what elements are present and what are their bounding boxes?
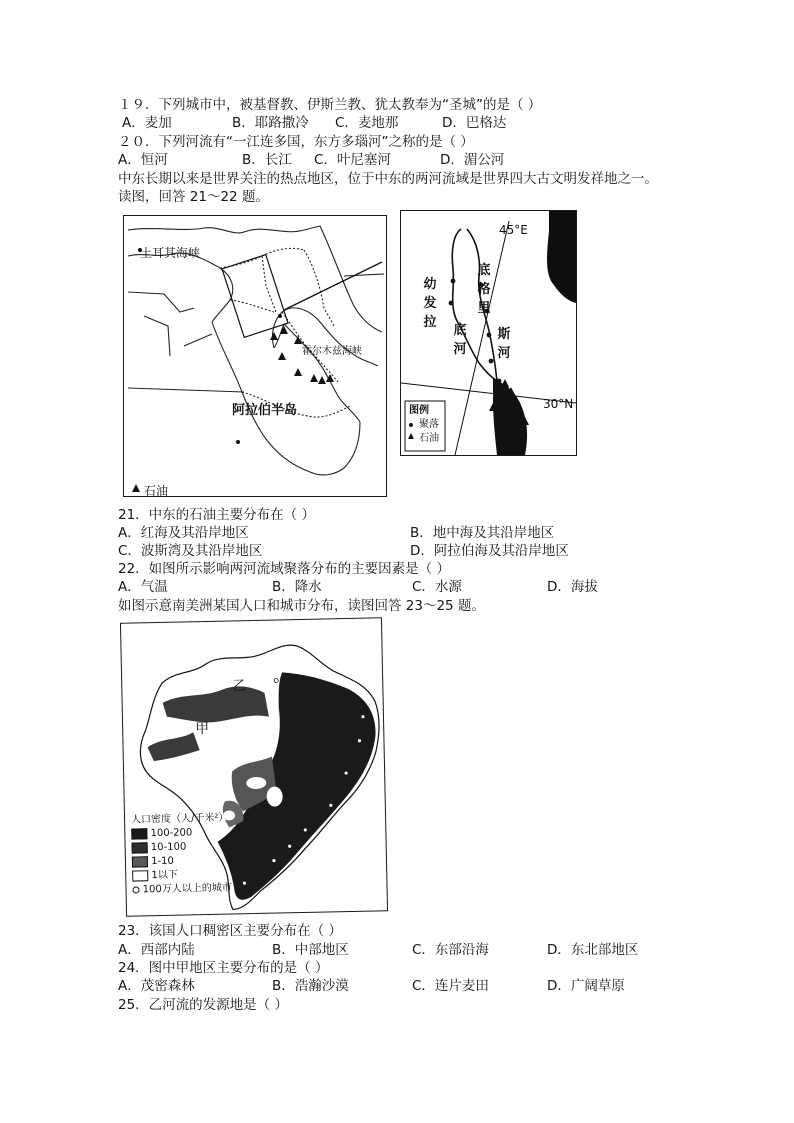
q22-option-d: D．海拔 xyxy=(547,579,598,595)
legend-swatch-1 xyxy=(131,828,147,839)
q24-option-a: A．茂密森林 xyxy=(118,978,195,994)
euphrates-char-2: 发 xyxy=(423,296,437,311)
q25-stem: 25．乙河流的发源地是（ ） xyxy=(118,997,288,1013)
legend-swatch-2 xyxy=(132,842,148,853)
q22-option-a: A．气温 xyxy=(118,579,168,595)
q19-option-d: D．巴格达 xyxy=(442,115,507,131)
intro-21-22-line1: 中东长期以来是世界关注的热点地区，位于中东的两河流域是世界四大古文明发祥地之一。 xyxy=(118,171,658,187)
intro-21-22-line2: 读图，回答 21～22 题。 xyxy=(118,189,269,205)
q21-option-d: D．阿拉伯海及其沿岸地区 xyxy=(410,543,569,559)
tigris-char-5: 河 xyxy=(497,346,511,361)
label-30n: 30°N xyxy=(543,397,574,411)
legend-city-symbol xyxy=(132,886,139,893)
euphrates-char-3: 拉 xyxy=(423,315,437,330)
legend-title: 图例 xyxy=(409,405,429,416)
legend-swatch-4 xyxy=(132,870,148,881)
euphrates-char-4: 底 xyxy=(453,323,467,338)
q23-stem: 23．该国人口稠密区主要分布在（ ） xyxy=(118,923,342,939)
legend-oil-label: 石油 xyxy=(144,484,169,497)
legend-item-3-label: 1-10 xyxy=(151,855,174,868)
legend-settlement: 聚落 xyxy=(419,419,439,430)
label-jia: 甲 xyxy=(195,720,210,738)
tigris-char-4: 斯 xyxy=(497,327,511,342)
legend-density-title: 人口密度（人/千米²） xyxy=(130,812,229,826)
legend-swatch-3 xyxy=(132,856,148,867)
q20-option-b: B．长江 xyxy=(242,152,292,168)
q19-option-b: B．耶路撒冷 xyxy=(232,115,309,131)
legend-item-1-label: 100-200 xyxy=(150,827,193,840)
tigris-char-2: 格 xyxy=(477,282,491,297)
q20-stem: ２０．下列河流有“一江连多国，东方多瑙河”之称的是（ ） xyxy=(118,134,474,150)
legend-item-5-label: 100万人以上的城市 xyxy=(142,882,232,896)
q21-option-c: C．波斯湾及其沿岸地区 xyxy=(118,543,263,559)
two-rivers-map xyxy=(400,210,577,456)
label-hormuz-strait: 霍尔木兹海峡 xyxy=(302,346,362,357)
legend-item-5 xyxy=(132,881,232,897)
label-tigris-river xyxy=(477,261,491,318)
euphrates-char-1: 幼 xyxy=(423,277,437,292)
q20-option-a: A．恒河 xyxy=(118,152,168,168)
q22-stem: 22．如图所示影响两河流域聚落分布的主要因素是（ ） xyxy=(118,561,450,577)
brazil-map xyxy=(120,617,388,916)
q19-option-a: A．麦加 xyxy=(122,115,172,131)
label-euphrates-river-lower xyxy=(453,321,467,359)
legend-item-4-label: 1以下 xyxy=(151,869,178,882)
legend-item-2-label: 10-100 xyxy=(150,841,187,854)
legend-oil: 石油 xyxy=(419,433,439,444)
q20-option-d: D．湄公河 xyxy=(440,152,505,168)
label-arabian-peninsula: 阿拉伯半岛 xyxy=(232,403,298,418)
label-turkish-strait: 土耳其海峡 xyxy=(140,246,201,260)
label-tigris-river-lower xyxy=(497,325,511,363)
q21-stem: 21．中东的石油主要分布在（ ） xyxy=(118,507,315,523)
middle-east-map xyxy=(123,215,387,497)
q23-option-a: A．西部内陆 xyxy=(118,942,195,958)
q19-stem: １９．下列城市中，被基督教、伊斯兰教、犹太教奉为“圣城”的是（ ） xyxy=(118,97,542,113)
tigris-char-3: 里 xyxy=(477,301,491,316)
intro-23-25: 如图示意南美洲某国人口和城市分布，读图回答 23～25 题。 xyxy=(118,598,485,614)
q23-option-b: B．中部地区 xyxy=(272,942,349,958)
label-45e: 45°E xyxy=(499,223,528,237)
q24-option-c: C．连片麦田 xyxy=(412,978,489,994)
q21-option-a: A．红海及其沿岸地区 xyxy=(118,525,249,541)
q23-option-c: C．东部沿海 xyxy=(412,942,489,958)
q23-option-d: D．东北部地区 xyxy=(547,942,639,958)
q24-option-b: B．浩瀚沙漠 xyxy=(272,978,349,994)
q24-option-d: D．广阔草原 xyxy=(547,978,625,994)
q22-option-b: B．降水 xyxy=(272,579,322,595)
brazil-legend xyxy=(131,812,232,898)
euphrates-char-5: 河 xyxy=(453,342,467,357)
label-euphrates-river xyxy=(423,275,437,332)
q22-option-c: C．水源 xyxy=(412,579,462,595)
label-yi: 乙 xyxy=(232,678,247,695)
q21-option-b: B．地中海及其沿岸地区 xyxy=(410,525,555,541)
q24-stem: 24．图中甲地区主要分布的是（ ） xyxy=(118,960,329,976)
tigris-char-1: 底 xyxy=(477,263,491,278)
q19-option-c: C．麦地那 xyxy=(335,115,399,131)
two-rivers-legend xyxy=(409,404,439,446)
q20-option-c: C．叶尼塞河 xyxy=(314,152,391,168)
